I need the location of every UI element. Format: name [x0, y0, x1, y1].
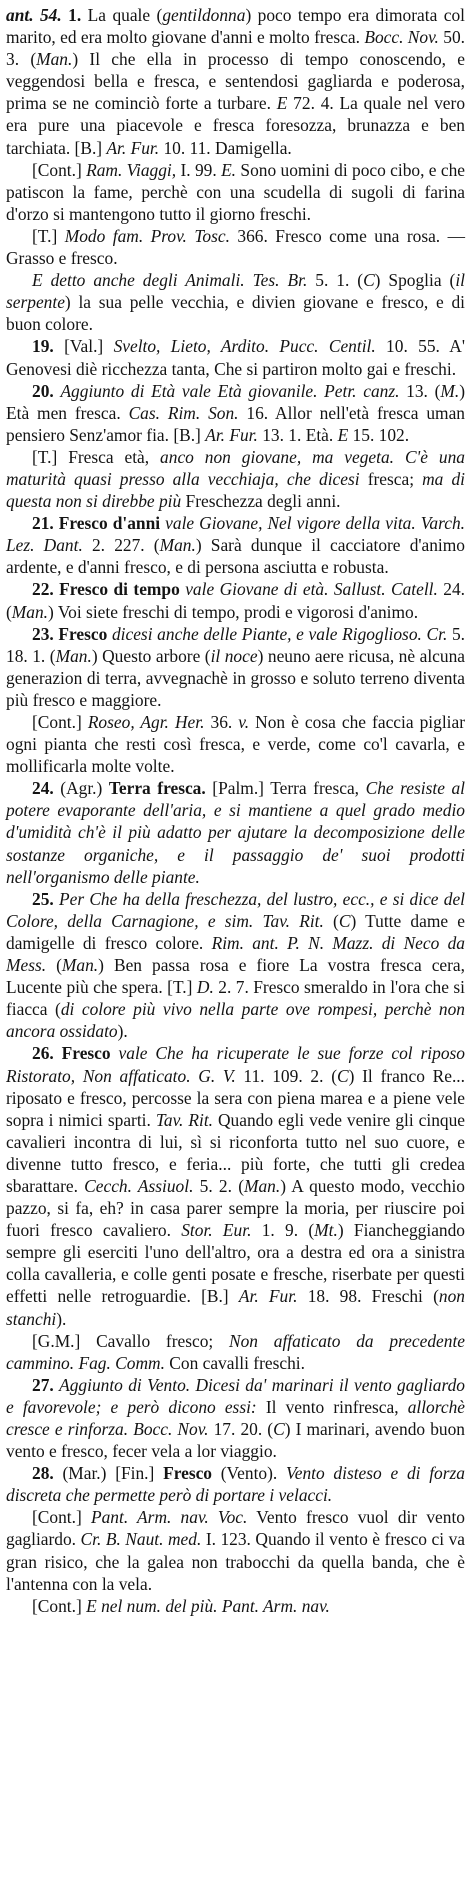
text-run: E. [221, 159, 237, 180]
text-run: vale Giovane di età. Sallust. Catell. [185, 579, 438, 600]
text-run: Svelto, Lieto, Ardito. Pucc. Centil. [113, 336, 376, 357]
entry-paragraph [6, 711, 465, 777]
text-run: 366. Fresco come una rosa. — Grasso e fresco. [6, 225, 466, 269]
text-run: Aggiunto di Età vale Età giovanile. Petr. canz. [60, 380, 400, 401]
entry-paragraph [6, 623, 465, 711]
text-run: 23. Fresco [32, 623, 112, 644]
entry-paragraph [6, 269, 465, 335]
text-run: 2. 7. Fresco smeraldo in l'ora che si fiacca ( [6, 977, 465, 1020]
text-run: 27. [32, 1374, 60, 1395]
text-run: Man. [61, 955, 99, 976]
text-run: allorchè cresce e rinforza. Bocc. Nov. [6, 1396, 465, 1439]
text-run: C [363, 270, 375, 291]
text-run: Terra fresca. [108, 778, 213, 799]
text-run: [G.M.] Cavallo fresco; [32, 1330, 230, 1351]
text-run: C [338, 910, 351, 931]
text-run: ) Tutte dame e damigelle di fresco colore. [6, 910, 465, 953]
text-run: 19. [32, 336, 65, 357]
text-run: 1. 9. ( [251, 1220, 315, 1241]
text-run: [Val.] [64, 336, 114, 357]
text-run: v. [238, 712, 250, 732]
text-run: ) Il che ella in processo di tempo conoscendo, e veggendosi bella e fresca, e sentendosi gagliarda e poderosa, prima se ne cominciò forte a turbare. [6, 49, 465, 114]
text-run: Cecch. Assiuol. [84, 1175, 194, 1196]
text-run: 25. [32, 888, 59, 909]
text-run: M. [440, 380, 460, 401]
text-run: ( [46, 955, 62, 976]
text-run: Stor. Eur. [181, 1220, 252, 1241]
text-run: Ar. Fur. [238, 1286, 298, 1307]
text-run: ma di questa non si direbbe più [6, 468, 465, 512]
text-run: Per Che ha della freschezza, del lustro, ecc., e si dice del Colore, della Carnagione, e sim. Tav. Rit. [6, 888, 465, 931]
text-run: ) Questo arbore ( [91, 645, 211, 666]
text-run: fresca; [359, 468, 423, 489]
text-run: ) Spoglia ( [374, 270, 456, 291]
text-run: 72. 4. La quale nel vero era pure una piacevole e fresca foresozza, brunazza e ben tarchiata. [B.] [6, 93, 466, 158]
text-run: 5. 2. ( [193, 1175, 244, 1196]
text-run: Tav. Rit. [155, 1109, 214, 1130]
text-run: Sono uomini di poco cibo, e che patiscon la fame, perchè con una scudella di sugoli di farina d'orzo si mantengono tutto il giorno freschi. [6, 159, 465, 224]
entry-paragraph [6, 4, 465, 159]
text-run: Pant. Arm. nav. Voc. [90, 1507, 248, 1528]
entry-paragraph [6, 1506, 465, 1594]
text-run: I. 99. [176, 159, 222, 180]
text-run: 26. Fresco [32, 1043, 119, 1064]
text-run: ant. 54. [6, 5, 69, 25]
text-run: [Cont.] [32, 1507, 91, 1528]
entry-paragraph [6, 578, 465, 622]
text-run: C [336, 1065, 349, 1086]
text-run: anco non giovane, ma vegeta. C'è una maturità quasi presso alla vecchiaja, che dicesi [6, 446, 465, 489]
text-run: 24. [32, 778, 61, 799]
text-run: ). [117, 1021, 128, 1042]
entry-paragraph [6, 777, 465, 887]
entry-paragraph [6, 1374, 465, 1462]
text-run: Man. [11, 601, 49, 622]
text-run: Non è cosa che faccia pigliar ogni pianta che resti così fresca, e verde, come co'l cavarla, e mollificarla molte volte. [6, 712, 466, 777]
text-run: Cas. Rim. Son. [128, 402, 239, 423]
entry-paragraph [6, 1595, 465, 1617]
entry-paragraph [6, 1330, 465, 1374]
text-run: [Cont.] [32, 712, 88, 732]
text-run: vale Che ha ricuperate le sue forze col riposo Ristorato, Non affaticato. G. V. [6, 1043, 465, 1086]
entry-paragraph [6, 335, 465, 379]
text-run: 20. [32, 380, 61, 401]
text-run: ) neuno aere ricusa, nè alcuna generazion di terra, avvegnachè in grosso e soluto terreno diventa più fresco e maggiore. [6, 645, 465, 710]
text-run: (Mar.) [Fin.] [62, 1463, 164, 1484]
text-run: Con cavalli freschi. [164, 1352, 305, 1373]
text-run: 28. [32, 1463, 63, 1484]
text-run: Roseo, Agr. Her. [87, 712, 205, 732]
text-run: gentildonna [162, 5, 246, 25]
text-run: 24. ( [6, 579, 465, 622]
text-run: Freschezza degli anni. [181, 491, 341, 512]
text-run: Rim. ant. P. N. Mazz. di Neco da Mess. [6, 932, 465, 976]
text-run: ) Il franco Re... riposato e fresco, percosse la sera con piena marea e a piene vele sopra i nimici sparti. [6, 1065, 465, 1130]
text-run: 17. 20. ( [208, 1419, 274, 1439]
text-run: ) Età men fresca. [6, 380, 465, 423]
text-run: Man. [55, 645, 92, 666]
text-run: di colore più vivo nella parte ove rompesi, perchè non ancora ossidato [6, 999, 466, 1042]
text-run: ) la sua pelle vecchia, e divien giovane e fresco, e di buon colore. [6, 292, 465, 335]
text-run: dicesi anche delle Piante, e vale Rigoglioso. Cr. [111, 623, 448, 644]
text-run: E nel num. del più. Pant. Arm. nav. [86, 1595, 330, 1616]
text-run: 16. Allor nell'età fresca uman pensiero Senz'amor fia. [B.] [6, 402, 465, 445]
text-run: Aggiunto di Vento. Dicesi da' marinari il vento gagliardo e favorevole; e però dicono essi: [6, 1374, 465, 1417]
text-run: E detto anche degli Animali. Tes. Br. [32, 270, 308, 291]
text-run: I. 123. Quando il vento è fresco ci va gran risico, che la galea non trabocchi da quella banda, che è l'antenna con la vela. [6, 1529, 465, 1594]
text-run: Non affaticato da precedente cammino. Fag. Comm. [6, 1330, 465, 1373]
text-run: E [337, 424, 349, 445]
text-run: Mt. [314, 1220, 338, 1241]
text-run: non stanchi [6, 1286, 465, 1329]
text-run: 11. 109. 2. ( [235, 1065, 337, 1086]
text-run: il serpente [6, 270, 465, 313]
text-run: E [276, 93, 288, 114]
text-run: Modo fam. Prov. Tosc. [64, 225, 230, 246]
text-run: 13. ( [399, 380, 441, 401]
text-run: 5. 18. 1. ( [6, 623, 466, 666]
text-run: Fresco [163, 1463, 221, 1484]
text-run: D. [196, 977, 214, 998]
text-run: il noce [210, 645, 258, 666]
entry-paragraph [6, 159, 465, 225]
text-run: [Cont.] [32, 1595, 87, 1616]
text-run: ) Fiancheggiando sempre gli eserciti l'uno dell'altro, ora a destra ed ora a sinistra colla cavalleria, e colle genti posate e fresche, riserbate per questi effetti nelle retroguardie. [B.] [6, 1220, 465, 1307]
text-run: 10. 11. Damigella. [159, 137, 292, 158]
text-run: [Palm.] Terra fresca, [212, 778, 366, 799]
text-run: Vento disteso e di forza discreta che permette però di portare i velacci. [6, 1463, 465, 1506]
text-run: (Agr.) [60, 778, 109, 799]
text-run: Quando egli vede venire gli cinque cavalieri incontra di lui, sì si riconforta tutto nel suo cuore, e divenne tutto fresco, e feria... più forte, che tutti gli credea sbarattare. [6, 1109, 466, 1196]
text-run: Man. [159, 535, 196, 556]
text-run: [T.] [32, 446, 69, 467]
text-run: [Cont.] [32, 159, 87, 180]
text-run: 21. Fresco d'anni [32, 513, 166, 534]
text-run: ). [56, 1308, 67, 1329]
text-run: Vento fresco vuol dir vento gagliardo. [6, 1507, 465, 1550]
text-run: Bocc. Nov. [364, 27, 439, 48]
text-run: ) A questo modo, vecchio pazzo, si fa, eh? in casa parer sempre la moria, per riuscire poi fuori fresco cavaliero. [6, 1175, 466, 1241]
text-run: Che resiste al potere evaporante dell'aria, e si mantiene a quel grado medio d'umidità ch'è il più adatto per ajutare la decomposizione delle sostanze organiche, e il passaggio de' suoi prodotti nell'organismo delle piante. [6, 778, 465, 887]
text-run: 15. 102. [348, 424, 410, 445]
text-run: 36. [204, 712, 239, 732]
entry-paragraph [6, 1462, 465, 1506]
text-run: 1. [68, 5, 88, 25]
entry-paragraph [6, 512, 465, 578]
text-run: [T.] [32, 225, 65, 246]
entry-paragraph [6, 1042, 465, 1329]
entry-paragraph [6, 380, 465, 446]
text-run: ) Sarà dunque il cacciatore d'animo ardente, e d'anni fresco, e di persona asciutta e robusta. [6, 535, 465, 578]
text-run: Man. [244, 1175, 281, 1196]
text-run: Man. [36, 49, 73, 70]
text-run: ) Ben passa rosa e fiore La vostra fresca cera, Lucente più che spera. [T.] [6, 955, 465, 998]
text-run: C [273, 1419, 285, 1439]
text-run: (Vento). [220, 1463, 287, 1484]
text-run: ) poco tempo era dimorata col marito, ed era molto giovane d'anni e molto fresca. [6, 5, 465, 48]
text-run: 2. 227. ( [82, 535, 160, 556]
entry-paragraph [6, 225, 465, 269]
entry-paragraph [6, 888, 465, 1043]
text-run: ) I marinari, avendo buon vento e fresco, fecer vela a lor viaggio. [6, 1419, 465, 1462]
text-run: ( [323, 910, 339, 931]
text-run: 22. Fresco di tempo [32, 579, 186, 600]
text-run: Il vento rinfresca, [256, 1396, 408, 1417]
text-run: 18. 98. Freschi ( [297, 1286, 439, 1307]
text-run: Ar. Fur. [106, 137, 160, 158]
entry-paragraph [6, 446, 465, 512]
text-run: Cr. B. Naut. med. [80, 1529, 202, 1550]
text-run: 13. 1. Età. [257, 424, 338, 445]
text-run: 5. 1. ( [307, 270, 364, 291]
text-run: ) Voi siete freschi di tempo, prodi e vigorosi d'animo. [48, 601, 419, 622]
text-run: 50. 3. ( [6, 27, 466, 70]
text-run: La quale ( [87, 5, 163, 25]
text-run: 10. 55. A' Genovesi diè ricchezza tanta, Che si partiron molto gai e freschi. [6, 336, 465, 379]
text-run: vale Giovane, Nel vigore della vita. Varch. Lez. Dant. [6, 513, 465, 556]
text-run: Ar. Fur. [205, 424, 258, 445]
text-run: Ram. Viaggi, [86, 159, 177, 180]
text-run: Fresca età, [68, 446, 161, 467]
